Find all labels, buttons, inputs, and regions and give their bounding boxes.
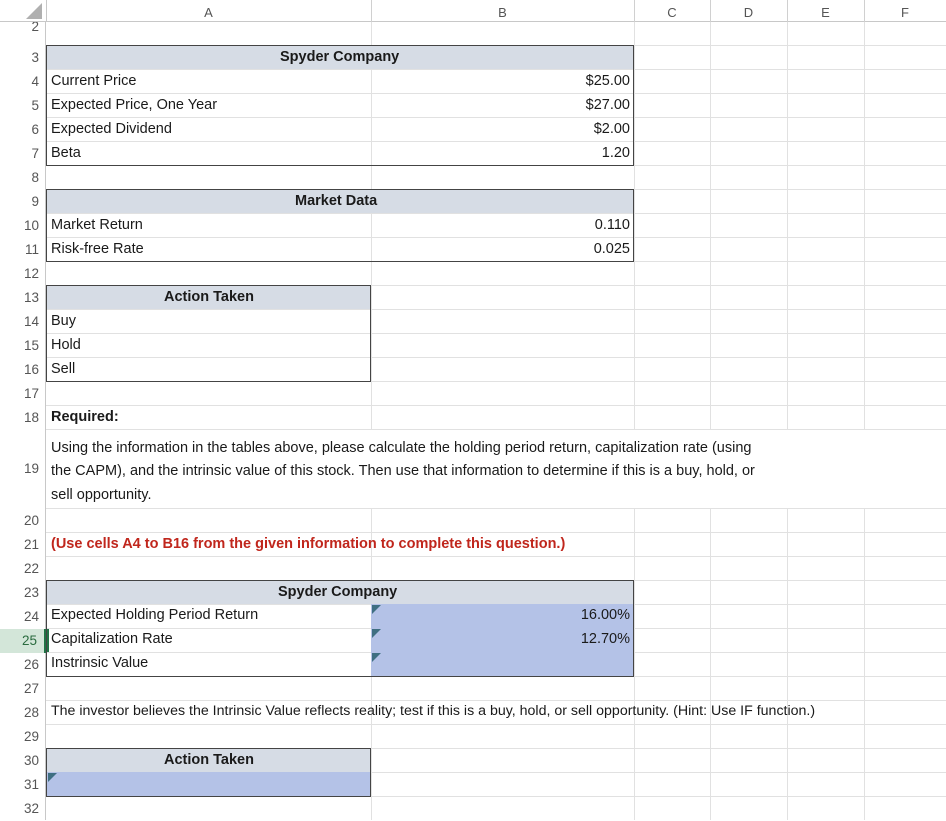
company-value-expected-dividend[interactable]: $2.00 [593, 121, 630, 137]
answer-label-cap-rate[interactable]: Capitalization Rate [51, 631, 173, 647]
row-number[interactable]: 19 [23, 461, 39, 476]
column-header-e[interactable]: E [787, 0, 865, 22]
answer-value-cap-rate[interactable]: 12.70% [580, 631, 630, 647]
market-label-return[interactable]: Market Return [51, 217, 143, 233]
row-number[interactable]: 26 [23, 657, 39, 672]
company-label-expected-price[interactable]: Expected Price, One Year [51, 97, 218, 113]
row-number[interactable]: 20 [23, 513, 39, 528]
column-header-c[interactable]: C [634, 0, 711, 22]
column-header-bar [0, 0, 946, 22]
action-buy[interactable]: Buy [51, 313, 76, 329]
row-number[interactable]: 30 [23, 753, 39, 768]
row-number[interactable]: 2 [31, 22, 39, 32]
comment-indicator-icon [372, 605, 381, 614]
company-value-expected-price[interactable]: $27.00 [585, 97, 630, 113]
column-header-b[interactable]: B [371, 0, 635, 22]
row-number-selected[interactable]: 25 [0, 629, 46, 653]
company-label-beta[interactable]: Beta [51, 145, 81, 161]
investor-question[interactable]: The investor believes the Intrinsic Value reflects reality; test if this is a buy, hold, or sell opportunity. (Hint: Use IF function.) [51, 703, 816, 719]
company-label-current-price[interactable]: Current Price [51, 73, 137, 89]
row-number[interactable]: 18 [23, 410, 39, 425]
answer-value-hpr[interactable]: 16.00% [580, 607, 630, 623]
action-title: Action Taken [164, 289, 254, 305]
market-label-riskfree[interactable]: Risk-free Rate [51, 241, 144, 257]
row-number[interactable]: 12 [23, 266, 39, 281]
required-heading[interactable]: Required: [51, 409, 119, 425]
row-number[interactable]: 27 [23, 681, 39, 696]
comment-indicator-icon [372, 653, 381, 662]
row-number[interactable]: 16 [23, 362, 39, 377]
row-number[interactable]: 14 [23, 314, 39, 329]
row-number[interactable]: 7 [31, 146, 39, 161]
required-text-line2[interactable]: the CAPM), and the intrinsic value of this stock. Then use that information to determine if this is a buy, hold, or [51, 463, 755, 479]
company-title: Spyder Company [280, 49, 400, 65]
answer-label-intrinsic[interactable]: Instrinsic Value [51, 655, 149, 671]
company-value-current-price[interactable]: $25.00 [585, 73, 630, 89]
row-number[interactable]: 10 [23, 218, 39, 233]
required-text-line3[interactable]: sell opportunity. [51, 487, 152, 503]
row-number[interactable]: 3 [31, 50, 39, 65]
row-number[interactable]: 5 [31, 98, 39, 113]
comment-indicator-icon [48, 773, 57, 782]
row-number[interactable]: 22 [23, 561, 39, 576]
company-label-expected-dividend[interactable]: Expected Dividend [51, 121, 172, 137]
row-number[interactable]: 13 [23, 290, 39, 305]
row-number[interactable]: 29 [23, 729, 39, 744]
row-number[interactable]: 24 [23, 609, 39, 624]
row-number[interactable]: 32 [23, 801, 39, 816]
market-value-riskfree[interactable]: 0.025 [593, 241, 630, 257]
market-title: Market Data [295, 193, 378, 209]
row-number[interactable]: 17 [23, 386, 39, 401]
row-number[interactable]: 28 [23, 705, 39, 720]
selected-row-marker [47, 629, 49, 652]
row-number[interactable]: 23 [23, 585, 39, 600]
column-header-a[interactable]: A [46, 0, 372, 22]
required-note[interactable]: (Use cells A4 to B16 from the given information to complete this question.) [51, 536, 566, 552]
company-value-beta[interactable]: 1.20 [601, 145, 630, 161]
row-number[interactable]: 8 [31, 170, 39, 185]
required-text-line1[interactable]: Using the information in the tables above, please calculate the holding period return, capitalization rate (using [51, 440, 752, 456]
answer-label-hpr[interactable]: Expected Holding Period Return [51, 607, 259, 623]
row-number[interactable]: 15 [23, 338, 39, 353]
answer-title: Spyder Company [278, 584, 398, 600]
action-hold[interactable]: Hold [51, 337, 81, 353]
row-number[interactable]: 21 [23, 537, 39, 552]
row-number[interactable]: 6 [31, 122, 39, 137]
final-action-title: Action Taken [164, 752, 254, 768]
row-number[interactable]: 4 [31, 74, 39, 89]
column-header-d[interactable]: D [710, 0, 788, 22]
row-number[interactable]: 31 [23, 777, 39, 792]
select-all-corner[interactable] [0, 0, 47, 22]
row-number[interactable]: 11 [24, 242, 39, 257]
comment-indicator-icon [372, 629, 381, 638]
row-number[interactable]: 9 [31, 194, 39, 209]
column-header-f[interactable]: F [901, 5, 909, 20]
market-value-return[interactable]: 0.110 [594, 217, 630, 233]
action-sell[interactable]: Sell [51, 361, 76, 377]
